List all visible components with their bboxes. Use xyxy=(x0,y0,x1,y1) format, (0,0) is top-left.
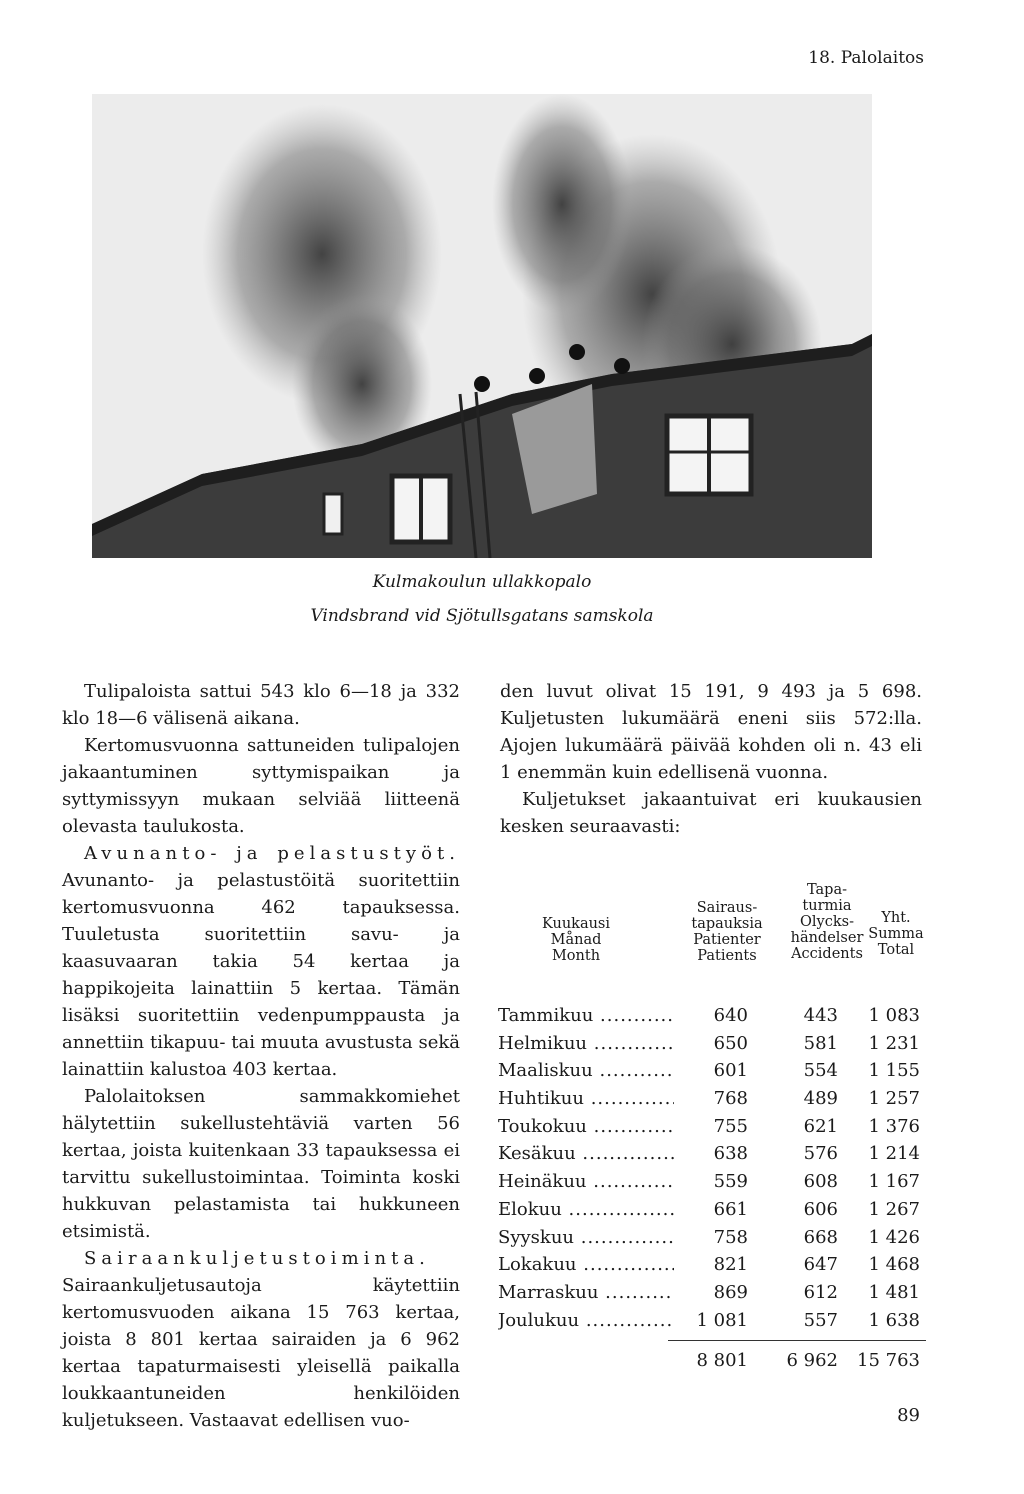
page-number: 89 xyxy=(897,1405,920,1426)
paragraph-monthly-intro: Kuljetukset jakaantuivat eri kuukausien kesken seuraavasti: xyxy=(500,789,922,837)
total-cell: 1 214 xyxy=(868,1143,920,1165)
paragraph-rescue xyxy=(62,840,460,1083)
total-cell: 1 267 xyxy=(868,1198,920,1220)
total-accidents: 6 962 xyxy=(786,1350,838,1371)
paragraph-previous-year: den luvut olivat 15 191, 9 493 ja 5 698. Kuljetusten lukumäärä eneni siis 572:lla. Ajojen lukumäärä päivää kohden oli n. 43 eli 1 enemmän kuin edellisenä vuonna. xyxy=(500,681,922,783)
total-cell: 1 231 xyxy=(868,1032,920,1054)
month-cell: Huhtikuu ..... xyxy=(498,1088,674,1109)
total-cell: 1 481 xyxy=(868,1281,920,1303)
patients-cell: 640 xyxy=(713,1005,748,1026)
right-column xyxy=(500,678,922,840)
month-cell: Tammikuu ..... xyxy=(498,1005,674,1026)
table-row xyxy=(498,1310,928,1338)
fire-photo xyxy=(92,94,872,558)
patients-cell: 768 xyxy=(713,1088,748,1110)
table-row xyxy=(498,1199,928,1227)
patients-cell: 661 xyxy=(713,1198,748,1220)
accidents-cell: 576 xyxy=(803,1143,838,1165)
accidents-cell: 606 xyxy=(803,1198,838,1220)
accidents-cell: 581 xyxy=(803,1032,838,1054)
monthly-table-body xyxy=(498,1005,928,1337)
month-cell: Maaliskuu ..... xyxy=(498,1060,674,1081)
grand-total: 15 763 xyxy=(857,1350,920,1371)
table-row xyxy=(498,1033,928,1061)
total-cell: 1 638 xyxy=(868,1309,920,1331)
table-header xyxy=(496,880,926,980)
text-rescue: Avunanto- ja pelastustöitä suoritettiin kertomusvuonna 462 tapauksessa. Tuuletusta suoritettiin savu- ja kaasuvaaran takia 54 kertaa ja happikojeita lainattiin 5 kertaa. Tämän lisäksi suoritettiin vedenpumppausta ja annettiin tikapuu- tai muuta avustusta sekä lainattiin kalustoa 403 kertaa. xyxy=(62,870,460,1080)
patients-cell: 638 xyxy=(713,1143,748,1165)
patients-cell: 869 xyxy=(713,1281,748,1303)
month-cell: Joulukuu ..... xyxy=(498,1310,674,1331)
table-row xyxy=(498,1254,928,1282)
table-row xyxy=(498,1171,928,1199)
month-cell: Lokakuu ..... xyxy=(498,1254,674,1275)
heading-rescue: Avunanto- ja pelastustyöt. xyxy=(84,843,460,864)
text-ambulance: Sairaankuljetusautoja käytettiin kertomusvuoden aikana 15 763 kertaa, joista 8 801 kertaa sairaiden ja 6 962 kertaa tapaturmaisesti yleisellä paikalla loukkaantuneiden henkilöiden kuljetukseen. Vastaavat edellisen vuo- xyxy=(62,1275,460,1431)
accidents-cell: 489 xyxy=(803,1088,838,1110)
accidents-cell: 554 xyxy=(803,1060,838,1082)
totals-row xyxy=(498,1350,928,1378)
patients-cell: 650 xyxy=(713,1032,748,1054)
patients-cell: 559 xyxy=(713,1171,748,1193)
header-month: Kuukausi Månad Month xyxy=(541,916,611,964)
paragraph-fires: Tulipaloista sattui 543 klo 6—18 ja 332 klo 18—6 välisenä aikana. xyxy=(62,681,460,729)
accidents-cell: 612 xyxy=(803,1281,838,1303)
table-row xyxy=(498,1116,928,1144)
table-row xyxy=(498,1060,928,1088)
paragraph-fire-distribution: Kertomusvuonna sattuneiden tulipalojen jakaantuminen syttymispaikan ja syttymissyyn mukaan selviää liitteenä olevasta taulukosta. xyxy=(62,735,460,837)
total-cell: 1 083 xyxy=(868,1005,920,1026)
month-cell: Elokuu ..... xyxy=(498,1199,674,1220)
photo-caption-finnish: Kulmakoulun ullakkopalo xyxy=(372,572,592,592)
month-cell: Kesäkuu ..... xyxy=(498,1143,674,1164)
total-cell: 1 155 xyxy=(868,1060,920,1082)
accidents-cell: 608 xyxy=(803,1171,838,1193)
month-cell: Syyskuu ..... xyxy=(498,1227,674,1248)
heading-ambulance: Sairaankuljetustoiminta. xyxy=(84,1248,430,1269)
total-cell: 1 257 xyxy=(868,1088,920,1110)
header-patients: Sairaus- tapauksia Patienter Patients xyxy=(691,900,763,964)
month-cell: Helmikuu ..... xyxy=(498,1033,674,1054)
patients-cell: 601 xyxy=(713,1060,748,1082)
month-cell: Marraskuu ..... xyxy=(498,1282,674,1303)
paragraph-divers: Palolaitoksen sammakkomiehet hälytettiin sukellustehtäviä varten 56 kertaa, joista kuitenkaan 33 tapauksessa ei tarvittu sukellustoimintaa. Toiminta koski hukkuvan pelastamista tai hukkuneen etsimistä. xyxy=(62,1086,460,1242)
total-cell: 1 376 xyxy=(868,1115,920,1137)
paragraph-ambulance xyxy=(62,1245,460,1434)
total-cell: 1 468 xyxy=(868,1254,920,1276)
header-total: Yht. Summa Total xyxy=(868,910,924,958)
table-row xyxy=(498,1088,928,1116)
table-row xyxy=(498,1282,928,1310)
photo-caption-swedish: Vindsbrand vid Sjötullsgatans samskola xyxy=(310,606,654,626)
section-header: 18. Palolaitos xyxy=(808,48,924,68)
month-cell: Toukokuu ..... xyxy=(498,1116,674,1137)
accidents-cell: 668 xyxy=(803,1226,838,1248)
accidents-cell: 647 xyxy=(803,1254,838,1276)
patients-cell: 1 081 xyxy=(696,1309,748,1331)
accidents-cell: 621 xyxy=(803,1115,838,1137)
totals-divider xyxy=(668,1340,926,1341)
patients-cell: 821 xyxy=(713,1254,748,1276)
table-row xyxy=(498,1143,928,1171)
total-cell: 1 426 xyxy=(868,1226,920,1248)
total-cell: 1 167 xyxy=(868,1171,920,1193)
accidents-cell: 557 xyxy=(803,1309,838,1331)
table-row xyxy=(498,1227,928,1255)
table-row xyxy=(498,1005,928,1033)
patients-cell: 758 xyxy=(713,1226,748,1248)
left-column xyxy=(62,678,460,1434)
total-patients: 8 801 xyxy=(696,1350,748,1371)
month-cell: Heinäkuu ..... xyxy=(498,1171,674,1192)
accidents-cell: 443 xyxy=(803,1005,838,1026)
header-accidents: Tapa- turmia Olycks- händelser Accidents xyxy=(790,882,864,962)
patients-cell: 755 xyxy=(713,1115,748,1137)
